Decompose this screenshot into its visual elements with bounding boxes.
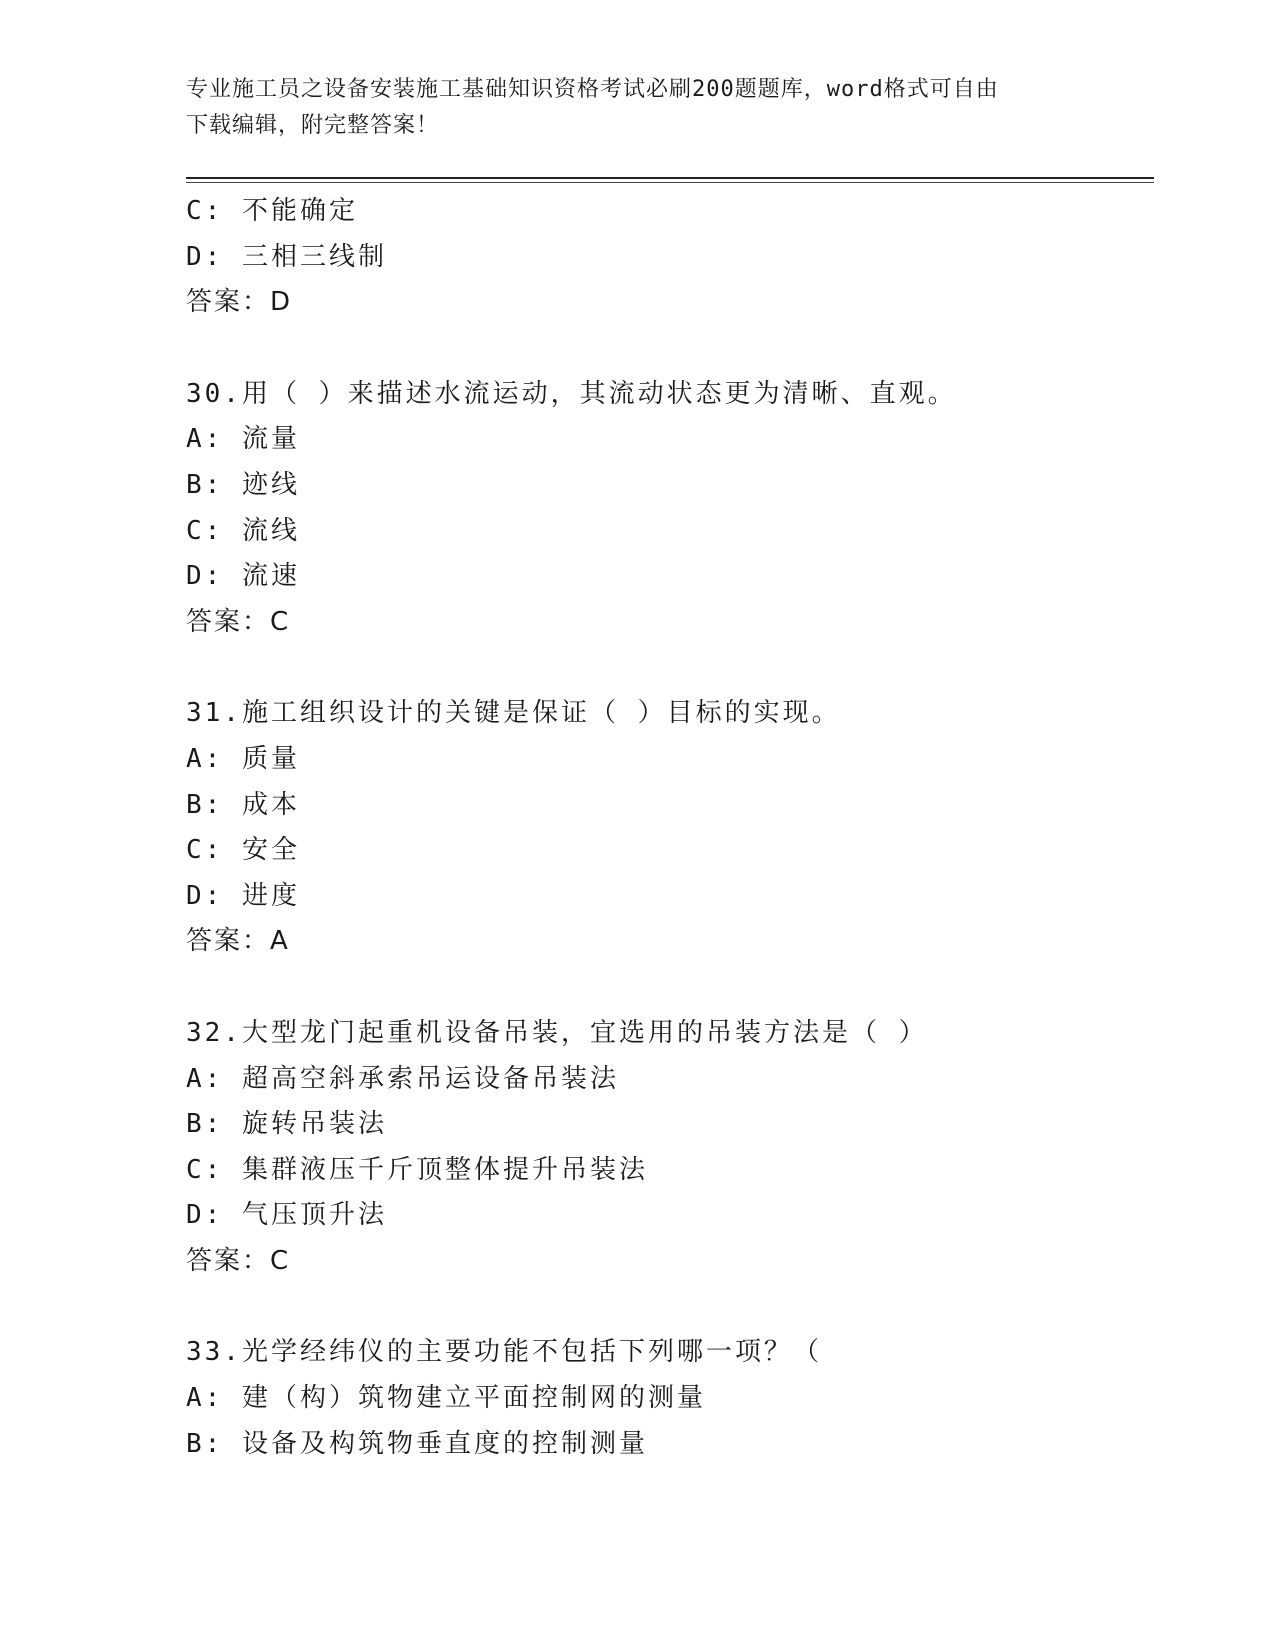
document-header — [186, 72, 1086, 144]
answer-line: 答案：C — [186, 606, 291, 637]
header-divider — [186, 177, 1154, 179]
spacer — [186, 1284, 1146, 1330]
option-b: B: 旋转吊装法 — [186, 1109, 387, 1140]
question-stem: 32.大型龙门起重机设备吊装，宜选用的吊装方法是（ ） — [186, 1017, 928, 1048]
question-stem: 31.施工组织设计的关键是保证（ ）目标的实现。 — [186, 698, 841, 729]
header-divider-thin — [186, 182, 1154, 183]
spacer — [186, 645, 1146, 691]
header-line-1: 专业施工员之设备安装施工基础知识资格考试必刷200题题库，word格式可自由 — [186, 77, 999, 102]
answer-line: 答案：C — [186, 1245, 291, 1276]
header-line-2: 下载编辑，附完整答案！ — [186, 113, 440, 138]
option-c: C: 不能确定 — [186, 196, 358, 226]
answer-line: 答案：D — [186, 287, 293, 318]
option-d: D: 流速 — [186, 561, 300, 592]
question-stem: 33.光学经纬仪的主要功能不包括下列哪一项？（ — [186, 1337, 822, 1368]
option-d: D: 进度 — [186, 880, 300, 911]
option-a: A: 超高空斜承索吊运设备吊装法 — [186, 1063, 619, 1094]
answer-line: 答案：A — [186, 926, 290, 957]
option-c: C: 流线 — [186, 515, 300, 546]
spacer — [186, 326, 1146, 372]
option-c: C: 安全 — [186, 835, 300, 866]
question-list — [186, 189, 1146, 1467]
option-a: A: 流量 — [186, 424, 300, 455]
option-c: C: 集群液压千斤顶整体提升吊装法 — [186, 1154, 648, 1185]
option-a: A: 建（构）筑物建立平面控制网的测量 — [186, 1383, 706, 1414]
option-a: A: 质量 — [186, 743, 300, 774]
option-b: B: 迹线 — [186, 469, 300, 500]
option-b: B: 成本 — [186, 789, 300, 820]
option-d: D: 气压顶升法 — [186, 1200, 387, 1231]
option-b: B: 设备及构筑物垂直度的控制测量 — [186, 1428, 648, 1459]
option-d: D: 三相三线制 — [186, 241, 387, 272]
spacer — [186, 965, 1146, 1011]
question-stem: 30.用（ ）来描述水流运动，其流动状态更为清晰、直观。 — [186, 378, 957, 409]
